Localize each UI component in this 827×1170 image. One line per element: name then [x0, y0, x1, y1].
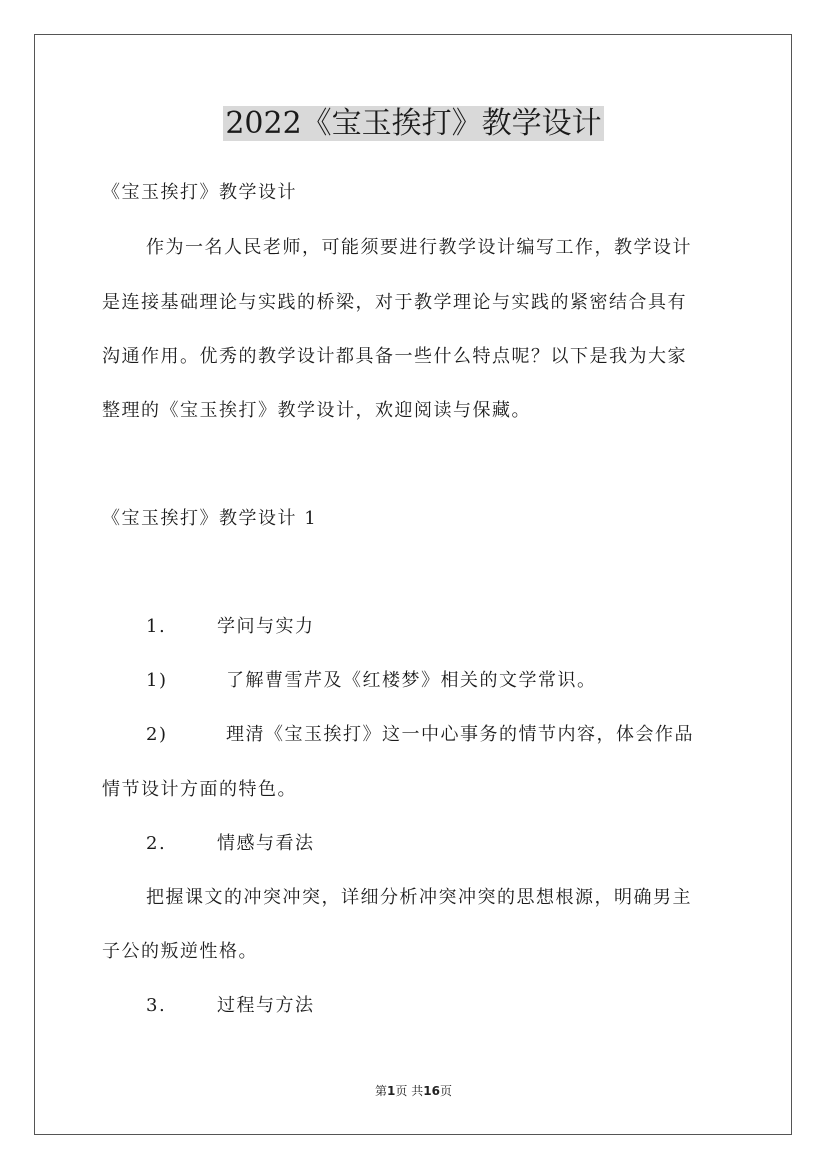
intro-line-1: 作为一名人民老师，可能须要进行教学设计编写工作，教学设计 [146, 237, 692, 258]
item-number: 3. [146, 995, 167, 1016]
section-heading: 《宝玉挨打》教学设计 1 [102, 508, 318, 529]
footer-total-pages: 16 [423, 1084, 440, 1098]
document-title-text: 2022《宝玉挨打》教学设计 [225, 106, 602, 141]
footer-prefix: 第 [375, 1084, 388, 1098]
item-number: 1. [146, 616, 167, 637]
intro-line-4: 整理的《宝玉挨打》教学设计，欢迎阅读与保藏。 [102, 400, 531, 421]
footer-current-page: 1 [387, 1084, 396, 1098]
item-number: 1) [146, 670, 168, 691]
page-footer [0, 1083, 827, 1099]
footer-suffix: 页 [439, 1084, 452, 1098]
item-text: 学问与实力 [217, 616, 315, 637]
paragraph-line: 把握课文的冲突冲突，详细分析冲突冲突的思想根源，明确男主 [146, 887, 692, 908]
item-number: 2. [146, 833, 167, 854]
document-title [0, 103, 827, 145]
item-number: 2) [146, 724, 168, 745]
item-text: 情感与看法 [217, 833, 315, 854]
item-text: 过程与方法 [217, 995, 315, 1016]
document-subtitle: 《宝玉挨打》教学设计 [102, 182, 297, 203]
item-text: 了解曹雪芹及《红楼梦》相关的文学常识。 [226, 670, 597, 691]
intro-line-3: 沟通作用。优秀的教学设计都具备一些什么特点呢？以下是我为大家 [102, 346, 687, 367]
paragraph-line: 子公的叛逆性格。 [102, 941, 258, 962]
item-text: 理清《宝玉挨打》这一中心事务的情节内容，体会作品 [226, 724, 694, 745]
footer-mid: 页 共 [395, 1084, 424, 1098]
intro-line-2: 是连接基础理论与实践的桥梁，对于教学理论与实践的紧密结合具有 [102, 292, 687, 313]
item-text-continued: 情节设计方面的特色。 [102, 779, 297, 800]
